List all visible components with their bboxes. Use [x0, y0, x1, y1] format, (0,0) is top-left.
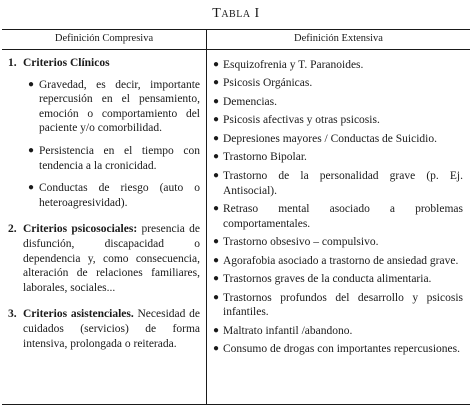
bullet-icon: ●	[213, 291, 220, 303]
section-number: 2.	[8, 223, 17, 236]
list-item	[213, 324, 463, 339]
list-item-text: Demencias.	[223, 95, 277, 108]
bullet-icon: ●	[213, 202, 220, 214]
list-item	[213, 342, 463, 357]
list-item-text: Psicosis afectivas y otras psicosis.	[223, 114, 380, 127]
list-item-text: Trastornos graves de la conducta alimentaria.	[223, 273, 432, 286]
bullet-icon: ●	[213, 273, 220, 285]
list-item	[23, 144, 200, 173]
section-text: Necesidad de cuidados (servicios) de forma intensiva, prolongada o reiterada.	[23, 308, 200, 350]
bullet-icon: ●	[213, 324, 220, 336]
list-item	[213, 95, 463, 110]
bullet-icon: ●	[213, 132, 220, 144]
list-item	[213, 291, 463, 320]
list-item-text: Trastorno obsesivo – compulsivo.	[223, 236, 379, 249]
header-rule	[2, 49, 470, 50]
list-item	[23, 181, 200, 210]
list-item	[213, 235, 463, 250]
section-text: presencia de disfunción, discapacidad o dependencia y, como consecuencia, alteración de relaciones familiares, laborales, sociales...	[23, 223, 200, 294]
column-header-left: Definición Compresiva	[54, 33, 154, 44]
column-header-right: Definición Extensiva	[294, 33, 383, 44]
bullet-icon: ●	[28, 182, 35, 194]
bullet-icon: ●	[213, 254, 220, 266]
left-column	[8, 56, 200, 363]
list-item-text: Conductas de riesgo (auto o heteroagresividad).	[39, 182, 200, 209]
top-rule	[2, 29, 470, 30]
bullet-icon: ●	[213, 114, 220, 126]
bullet-icon: ●	[28, 144, 35, 156]
list-item	[23, 78, 200, 136]
right-column	[213, 58, 463, 361]
list-item-text: Trastorno Bipolar.	[223, 151, 307, 164]
section-number: 3.	[8, 308, 17, 321]
section-heading: Criterios Clínicos	[23, 57, 110, 69]
list-item-text: Trastorno de la personalidad grave (p. Ej. Antisocial).	[223, 169, 463, 197]
bullet-icon: ●	[213, 77, 220, 89]
bullet-icon: ●	[213, 169, 220, 181]
list-item	[213, 202, 463, 231]
list-item	[213, 113, 463, 128]
section-number: 1.	[8, 57, 17, 69]
list-item	[213, 254, 463, 269]
bullet-icon: ●	[213, 59, 220, 70]
section-heading: Criterios psicosociales:	[23, 223, 138, 236]
list-item-text: Gravedad, es decir, importante repercusión en el pensamiento, emoción o comportamiento del paciente y/o comorbilidad.	[39, 78, 200, 135]
list-item-text: Retraso mental asociado a problemas comportamentales.	[223, 202, 463, 230]
criteria-section-clinical	[8, 56, 200, 210]
bullet-icon: ●	[213, 95, 220, 107]
list-item-text: Psicosis Orgánicas.	[223, 77, 313, 90]
column-divider	[206, 29, 207, 405]
section-heading: Criterios asistenciales.	[23, 308, 134, 321]
table-title: Tabla I	[212, 6, 260, 21]
criteria-section-psychosocial	[8, 222, 200, 295]
list-item-text: Agorafobia asociado a trastorno de ansiedad grave.	[223, 254, 459, 267]
list-item-text: Depresiones mayores / Conductas de Suicidio.	[223, 132, 437, 145]
bullet-icon: ●	[213, 343, 220, 355]
list-item	[213, 132, 463, 147]
bullet-icon: ●	[213, 236, 220, 248]
list-item	[213, 272, 463, 287]
bullet-icon: ●	[28, 78, 35, 90]
list-item	[213, 150, 463, 165]
list-item-text: Maltrato infantil /abandono.	[223, 324, 353, 337]
bottom-rule	[2, 404, 470, 405]
criteria-section-care	[8, 307, 200, 351]
list-item	[213, 76, 463, 91]
list-item-text: Persistencia en el tiempo con tendencia a la cronicidad.	[39, 144, 200, 172]
list-item	[213, 58, 463, 73]
list-item-text: Consumo de drogas con importantes repercusiones.	[223, 343, 460, 356]
list-item-text: Trastornos profundos del desarrollo y psicosis infantiles.	[223, 291, 463, 319]
list-item-text: Esquizofrenia y T. Paranoides.	[223, 59, 364, 71]
bullet-icon: ●	[213, 151, 220, 163]
list-item	[213, 169, 463, 198]
